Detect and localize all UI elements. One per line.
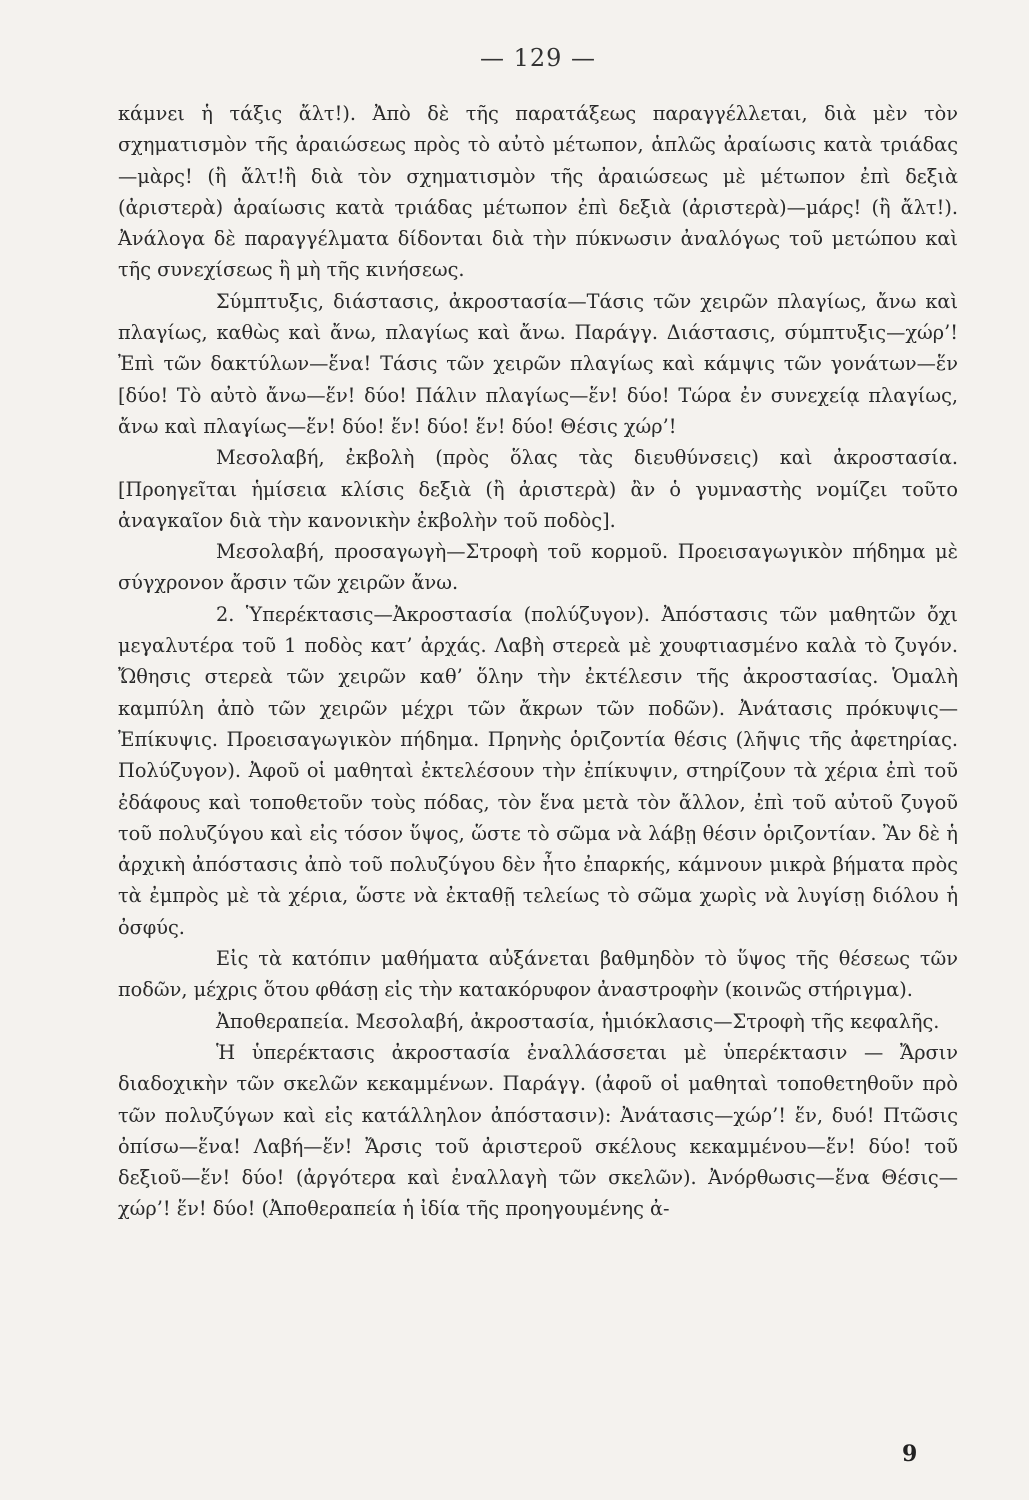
paragraph-2: Σύμπτυξις, διάστασις, ἀκροστασία—Τάσις τῶν χειρῶν πλαγίως, ἄνω καὶ πλαγίως, καθὼς καὶ ἄνω, πλαγίως καὶ ἄνω. Παράγγ. Διάστασις, σύμπτυξις—χώρ’! Ἐπὶ τῶν δακτύλων—ἕνα! Τάσις τῶν χειρῶν πλαγίως καὶ κάμψις τῶν γονάτων—ἕν [δύο! Τὸ αὐτὸ ἄνω—ἕν! δύο! Πάλιν πλαγίως—ἕν! δύο! Τώρα ἐν συνεχείᾳ πλαγίως, ἄνω καὶ πλαγίως—ἕν! δύο! ἕν! δύο! ἕν! δύο! Θέσις χώρ’! xyxy=(118,289,958,438)
paragraph-8: Ἡ ὑπερέκτασις ἀκροστασία ἐναλλάσσεται μὲ ὑπερέκτασιν — Ἄρσιν διαδοχικὴν τῶν σκελῶν κεκαμμένων. Παράγγ. (ἀφοῦ οἱ μαθηταὶ τοποθετηθοῦν πρὸ τῶν πολυζύγων καὶ εἰς κατάλληλον ἀπόστασιν): Ἀνάτασις—χώρ’! ἕν, δυό! Πτῶσις ὀπίσω—ἕνα! Λαβή—ἕν! Ἄρσις τοῦ ἀριστεροῦ σκέλους κεκαμμένου—ἕν! δύο! τοῦ δεξιοῦ—ἕν! δύο! (ἀργότερα καὶ ἐναλλαγὴ τῶν σκελῶν). Ἀνόρθωσις—ἕνα Θέσις—χώρ’! ἕν! δύο! (Ἀποθεραπεία ἡ ἰδία τῆς προηγουμένης ἀ- xyxy=(118,1040,958,1221)
signature-mark: 9 xyxy=(902,1441,918,1467)
paragraph-4: Μεσολαβή, προσαγωγὴ—Στροφὴ τοῦ κορμοῦ. Προεισαγωγικὸν πήδημα μὲ σύγχρονον ἄρσιν τῶν χειρῶν ἄνω. xyxy=(118,540,958,595)
body-text xyxy=(118,98,958,1225)
page-number: — 129 — xyxy=(479,44,597,72)
paragraph-3: Μεσολαβή, ἐκβολὴ (πρὸς ὅλας τὰς διευθύνσεις) καὶ ἀκροστασία. [Προηγεῖται ἡμίσεια κλίσις δεξιὰ (ἢ ἀριστερὰ) ἂν ὁ γυμναστὴς νομίζει τοῦτο ἀναγκαῖον διὰ τὴν κανονικὴν ἐκβολὴν τοῦ ποδὸς]. xyxy=(118,446,958,532)
paragraph-5: 2. Ὑπερέκτασις—Ἀκροστασία (πολύζυγον). Ἀπόστασις τῶν μαθητῶν ὄχι μεγαλυτέρα τοῦ 1 ποδὸς κατ’ ἀρχάς. Λαβὴ στερεὰ μὲ χουφτιασμένο καλὰ τὸ ζυγόν. Ὤθησις στερεὰ τῶν χειρῶν καθ’ ὅλην τὴν ἐκτέλεσιν τῆς ἀκροστασίας. Ὁμαλὴ καμπύλη ἀπὸ τῶν χειρῶν μέχρι τῶν ἄκρων τῶν ποδῶν). Ἀνάτασις πρόκυψις—Ἐπίκυψις. Προεισαγωγικὸν πήδημα. Πρηνὴς ὁριζοντία θέσις (λῆψις τῆς ἀφετηρίας. Πολύζυγον). Ἀφοῦ οἱ μαθηταὶ ἐκτελέσουν τὴν ἐπίκυψιν, στηρίζουν τὰ χέρια ἐπὶ τοῦ ἐδάφους καὶ τοποθετοῦν τοὺς πόδας, τὸν ἕνα μετὰ τὸν ἄλλον, ἐπὶ τοῦ αὐτοῦ ζυγοῦ τοῦ πολυζύγου καὶ εἰς τόσον ὕψος, ὥστε τὸ σῶμα νὰ λάβῃ θέσιν ὁριζοντίαν. Ἂν δὲ ἡ ἀρχικὴ ἀπόστασις ἀπὸ τοῦ πολυζύγου δὲν ἦτο ἐπαρκής, κάμνουν μικρὰ βήματα πρὸς τὰ ἐμπρὸς μὲ τὰ χέρια, ὥστε νὰ ἐκταθῇ τελείως τὸ σῶμα χωρὶς νὰ λυγίσῃ διόλου ἡ ὀσφύς. xyxy=(118,602,958,939)
paragraph-6: Εἰς τὰ κατόπιν μαθήματα αὐξάνεται βαθμηδὸν τὸ ὕψος τῆς θέσεως τῶν ποδῶν, μέχρις ὅτου φθάσῃ εἰς τὴν κατακόρυφον ἀναστροφὴν (κοινῶς στήριγμα). xyxy=(118,947,958,1002)
paragraph-7: Ἀποθεραπεία. Μεσολαβή, ἀκροστασία, ἡμιόκλασις—Στροφὴ τῆς κεφαλῆς. xyxy=(216,1009,940,1033)
book-page xyxy=(118,44,958,1225)
paragraph-1: κάμνει ἡ τάξις ἄλτ!). Ἀπὸ δὲ τῆς παρατάξεως παραγγέλλεται, διὰ μὲν τὸν σχηματισμὸν τῆς ἀραιώσεως πρὸς τὸ αὐτὸ μέτωπον, ἁπλῶς ἀραίωσις κατὰ τριάδας—μὰρς! (ἢ ἄλτ!ἢ διὰ τὸν σχηματισμὸν τῆς ἀραιώσεως μὲ μέτωπον ἐπὶ δεξιὰ (ἀριστερὰ) ἀραίωσις κατὰ τριάδας μέτωπον ἐπὶ δεξιὰ (ἀριστερὰ)—μάρς! (ἢ ἄλτ!). Ἀνάλογα δὲ παραγγέλματα δίδονται διὰ τὴν πύκνωσιν ἀναλόγως τοῦ μετώπου καὶ τῆς συνεχίσεως ἢ μὴ τῆς κινήσεως. xyxy=(118,102,958,282)
